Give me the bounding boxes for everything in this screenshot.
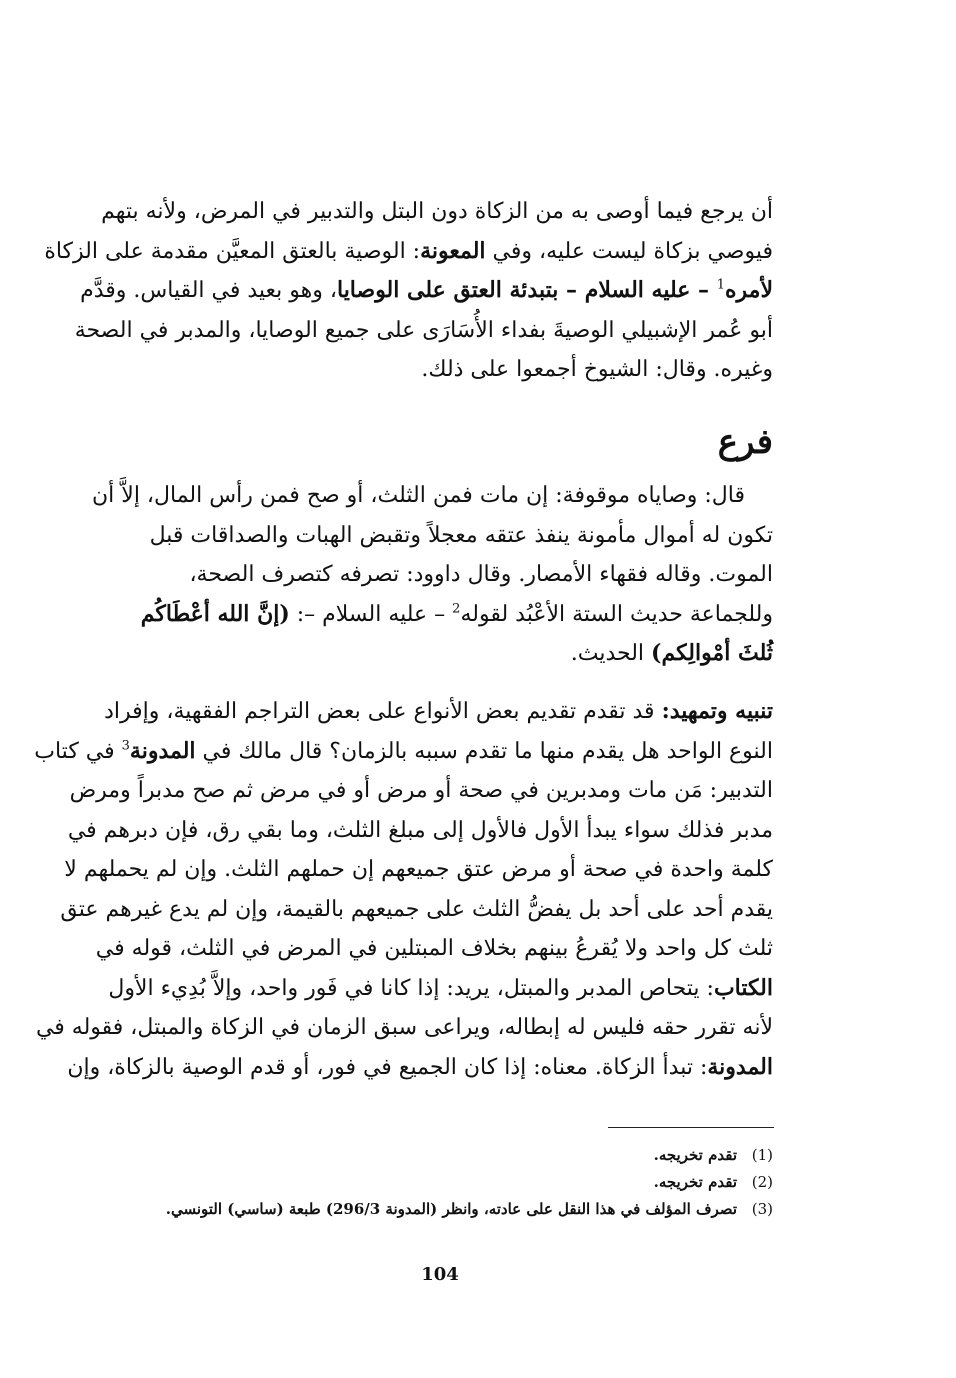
- text-line: قال: وصاياه موقوفة: إن مات فمن الثلث، أو صح فمن رأس المال، إلاَّ أن: [92, 483, 745, 508]
- footnote-text: تقدم تخريجه.: [653, 1173, 737, 1191]
- text-line: ثُلثَ أمْوالِكم) الحديث.: [570, 640, 773, 666]
- text-line: تنبيه وتمهيد: قد تقدم تقديم بعض الأنواع على بعض التراجم الفقهية، وإفراد: [104, 698, 773, 724]
- footnote-ref: 3: [121, 738, 130, 754]
- footnote-number: (1): [751, 1146, 773, 1164]
- footnote: [105, 1169, 773, 1196]
- text-line: يقدم أحد على أحد بل يفضُّ الثلث على جميعهم بالقيمة، وإن لم يدع غيرهم عتق: [60, 896, 773, 922]
- page-number: 104: [421, 1264, 459, 1285]
- source-ref-alkitab: الكتاب: [713, 974, 773, 1001]
- text-line: فيوصي بزكاة ليست عليه، وفي المعونة: الوصية بالعتق المعيَّن مقدمة على الزكاة: [44, 237, 773, 264]
- text-line: الموت. وقاله فقهاء الأمصار. وقال داوود: تصرفه كتصرف الصحة،: [189, 562, 773, 587]
- text-line: الكتاب: يتحاص المدبر والمبتل، يريد: إذا كانا في فَور واحد، وإلاَّ بُدِيء الأول: [108, 974, 773, 1001]
- footnote-ref: 2: [452, 601, 461, 617]
- paragraph-1: [44, 192, 773, 390]
- footnote-separator: [608, 1127, 774, 1128]
- text-line: لأمره$^1$ – عليه السلام – بتبدئة العتق على الوصايا، وهو بعيد في القياس. وقدَّم: [80, 277, 773, 303]
- footnote-text: تصرف المؤلف في هذا النقل على عادته، وانظر (المدونة 296/3) طبعة (ساسي) التونسي.: [165, 1200, 737, 1218]
- text-line: أن يرجع فيما أوصى به من الزكاة دون البتل والتدبير في المرض، ولأنه بتهم: [101, 199, 773, 224]
- footnotes: [105, 1142, 773, 1223]
- paragraph-3: [34, 692, 773, 1087]
- footnote-ref: 1: [716, 277, 725, 293]
- note-label: تنبيه وتمهيد:: [661, 698, 773, 724]
- hadith-quote: ثُلثَ أمْوالِكم): [651, 640, 773, 666]
- source-ref-almudawwana: المدونة: [707, 1053, 773, 1080]
- text-line: وللجماعة حديث الستة الأعْبُد لقوله$^2$ – عليه السلام –: (إنَّ الله أعْطَاكُم: [140, 600, 773, 627]
- footnote: [105, 1196, 773, 1223]
- footnote-text: تقدم تخريجه.: [653, 1146, 737, 1164]
- text-line: أبو عُمر الإشبيلي الوصيةَ بفداء الأُسَارَى على جميع الوصايا، والمدبر في الصحة: [74, 317, 773, 343]
- text-line: مدبر فذلك سواء يبدأ الأول فالأول إلى مبلغ الثلث، وما بقي رق، فإن دبرهم في: [67, 817, 773, 843]
- text-line: لأنه تقرر حقه فليس له إبطاله، ويراعى سبق الزمان في الزكاة والمبتل، فقوله في: [35, 1015, 773, 1040]
- text-line: تكون له أموال مأمونة ينفذ عتقه معجلاً وتقبض الهبات والصداقات قبل: [149, 522, 773, 548]
- section-heading: فرع: [717, 422, 773, 462]
- footnote-number: (2): [751, 1173, 773, 1191]
- hadith-quote: (إنَّ الله أعْطَاكُم: [140, 600, 290, 627]
- text-line: وغيره. وقال: الشيوخ أجمعوا على ذلك.: [421, 357, 773, 382]
- text-line: التدبير: مَن مات ومدبرين في صحة أو مرض أو في مرض ثم صح مدبراً ومرض: [69, 778, 773, 803]
- text-line: كلمة واحدة في صحة أو مرض عتق جميعهم إن حملهم الثلث. وإن لم يحملهم لا: [64, 857, 773, 882]
- text-line: المدونة: تبدأ الزكاة. معناه: إذا كان الجميع في فور، أو قدم الوصية بالزكاة، وإن: [67, 1053, 773, 1080]
- footnote: [105, 1142, 773, 1169]
- source-ref-almaouna: المعونة: [420, 237, 486, 264]
- text-line: ثلث كل واحد ولا يُقرعُ بينهم بخلاف المبتلين في المرض في الثلث، قوله في: [95, 936, 773, 961]
- paragraph-2: [92, 476, 773, 674]
- source-ref-almudawwana: المدونة: [129, 737, 196, 764]
- footnote-number: (3): [751, 1200, 773, 1218]
- text-line: النوع الواحد هل يقدم منها ما تقدم سببه بالزمان؟ قال مالك في المدونة$^3$ في كتاب: [34, 737, 773, 764]
